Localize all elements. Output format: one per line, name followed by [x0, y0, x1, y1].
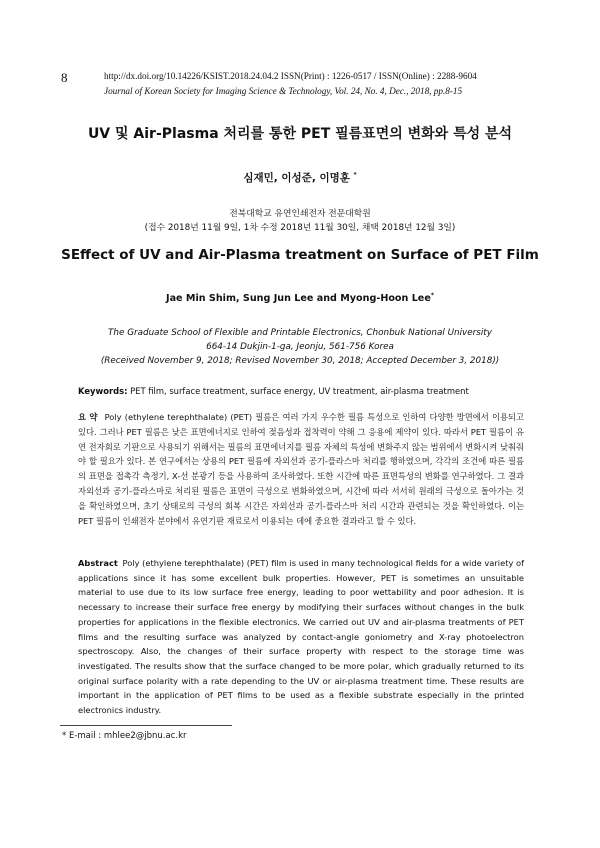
- korean-abstract-text: Poly (ethylene terephthalate) (PET) 필름은 여러 가지 우수한 필름 특성으로 인하여 다양한 방면에서 이용되고 있다. 그러나 PET 필름은 낮은 표면에너지로 인하여 젖음성과 접착력이 약해 그 응용에 제약이 있다. 따라서 PET 필름이 유연 전자회로 기판으로 사용되기 위해서는 필름의 표면에너지를 필름 자체의 특성에 변화주지 않는 범위에서 변화시켜 낮춰줘야 할 필요가 있다. 본 연구에서는 상용의 PET 필름에 자외선과 공기-플라스마 처리를 행하였으며, 각각의 조건에 따른 필름의 표면을 접촉각 측정기, X-선 분광기 등을 사용하여 조사하였다. 또한 시간에 따른 표면특성의 변화를 연구하였다. 그 결과 자외선과 공기-플라스마로 처리된 필름은 표면이 극성으로 변화하였으며, 시간에 따라 서서히 원래의 극성으로 돌아가는 것을 확인하였으며, 초기 상태로의 극성의 회복 시간은 자외선과 공기-플라스마 처리 시간과 관련되는 것을 확인하였다. 이는 PET 필름이 인쇄전자 분야에서 유연기판 재료로서 이용되는 데에 중요한 결과라고 할 수 있다.: [78, 412, 525, 526]
- english-abstract-label: Abstract: [78, 558, 118, 568]
- korean-abstract-label: 요 약: [78, 412, 98, 422]
- corresponding-author-mark-en: *: [430, 292, 434, 299]
- english-authors: [0, 292, 600, 304]
- corresponding-author-mark: *: [353, 171, 357, 179]
- korean-abstract: [78, 410, 524, 528]
- footnote-email: * E-mail : mhlee2@jbnu.ac.kr: [62, 731, 187, 741]
- korean-author-names: 심재민, 이성준, 이명훈: [243, 172, 350, 184]
- english-affiliation-line-2: 664-14 Dukjin-1-ga, Jeonju, 561-756 Korea: [206, 342, 394, 352]
- english-received-dates: (Received November 9, 2018; Revised November 30, 2018; Accepted December 3, 2018)): [100, 356, 500, 366]
- keywords-label: Keywords:: [78, 386, 128, 396]
- doi-issn-line: http://dx.doi.org/10.14226/KSIST.2018.24.04.2 ISSN(Print) : 1226-0517 / ISSN(Online) : 2288-9604: [104, 71, 477, 81]
- english-author-names: Jae Min Shim, Sung Jun Lee and Myong-Hoon Lee: [166, 293, 431, 305]
- keywords: [78, 386, 528, 396]
- korean-affiliation: 전북대학교 유연인쇄전자 전문대학원: [229, 209, 371, 219]
- korean-authors: [0, 170, 600, 185]
- english-title: SEffect of UV and Air-Plasma treatment on Surface of PET Film: [61, 247, 539, 263]
- korean-title: UV 및 Air-Plasma 처리를 통한 PET 필름표면의 변화와 특성 분석: [87, 126, 513, 142]
- english-abstract: [78, 556, 524, 718]
- page-number: 8: [61, 70, 68, 85]
- english-abstract-text: Poly (ethylene terephthalate) (PET) film is used in many technological fields for a wide variety of applications since it has some excellent bulk properties. However, PET is sometimes an unsuitable material to use due to its low surface free energy, leading to poor wettability and poor adhesion. It is necessary to increase their surface free energy by modifying their surfaces without changes in the bulk properties for applications in the flexible electronics. We carried out UV and air-plasma treatments of PET films and the resulting surface was analyzed by contact-angle goniometry and X-ray photoelectron spectroscopy. Also, the changes of their surface property with respect to the storage time was investigated. The results show that the surface changed to be more polar, which gradually returned to its original surface polarity with a rate depending to the UV or air-plasma treatment time. These results are important in the application of PET films to be used as a flexible substrate especially in the printed electronics industry.: [78, 558, 525, 716]
- footnote-divider: [60, 725, 232, 726]
- english-affiliation-line-1: The Graduate School of Flexible and Printable Electronics, Chonbuk National University: [108, 328, 492, 338]
- korean-submission-dates: (접수 2018년 11월 9일, 1차 수정 2018년 11월 30일, 채택 2018년 12월 3일): [144, 223, 456, 233]
- journal-citation-line: Journal of Korean Society for Imaging Science & Technology, Vol. 24, No. 4, Dec., 2018, pp.8-15: [104, 86, 463, 96]
- keywords-text: PET film, surface treatment, surface energy, UV treatment, air-plasma treatment: [130, 386, 469, 396]
